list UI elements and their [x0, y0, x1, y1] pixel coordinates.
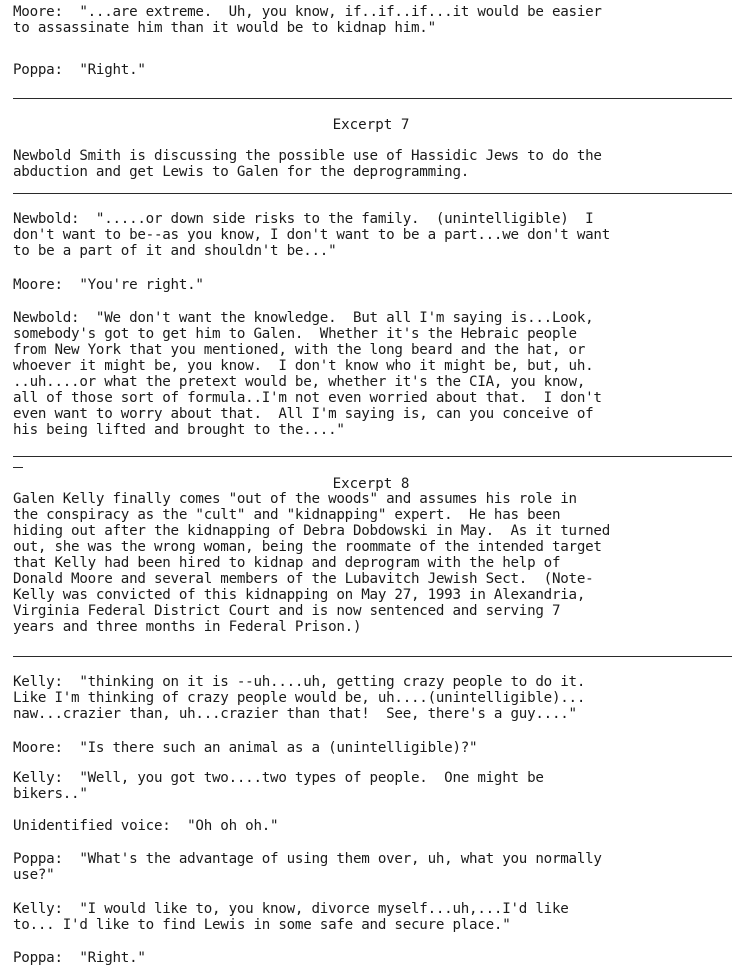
transcript-newbold-2: Newbold: "We don't want the knowledge. But all I'm saying is...Look, somebody's got to get him to Galen. Whether it's the Hebraic people from New York that you mentioned, with the long beard and the hat, or whoever it might be, you know. I don't know who it might be, but, uh. ..uh....or what the pretext would be, whether it's the CIA, you know, all of those sort of formula..I'm not even worried about that. I don't even want to worry about that. All I'm saying is, can you conceive of his being lifted and brought to the....": [13, 310, 602, 438]
transcript-moore-3: Moore: "Is there such an animal as a (unintelligible)?": [13, 740, 478, 756]
divider-4: [13, 656, 732, 657]
excerpt-7-heading: Excerpt 7: [332, 117, 410, 133]
transcript-unidentified-voice: Unidentified voice: "Oh oh oh.": [13, 818, 279, 834]
transcript-poppa-3: Poppa: "Right.": [13, 950, 146, 966]
divider-3: [13, 456, 732, 457]
transcript-poppa-1: Poppa: "Right.": [13, 62, 146, 78]
transcript-kelly-1: Kelly: "thinking on it is --uh....uh, getting crazy people to do it. Like I'm thinking of crazy people would be, uh....(unintelligible)... naw...crazier than, uh...crazier than that! See, there's a guy....": [13, 674, 586, 722]
stray-dash-mark: [13, 467, 23, 468]
divider-1: [13, 98, 732, 99]
transcript-moore-2: Moore: "You're right.": [13, 277, 204, 293]
transcript-poppa-2: Poppa: "What's the advantage of using them over, uh, what you normally use?": [13, 851, 602, 883]
transcript-newbold-1: Newbold: ".....or down side risks to the family. (unintelligible) I don't want to be--as you know, I don't want to be a part...we don't want to be a part of it and shouldn't be...": [13, 211, 610, 259]
excerpt-8-intro: Galen Kelly finally comes "out of the woods" and assumes his role in the conspiracy as the "cult" and "kidnapping" expert. He has been hiding out after the kidnapping of Debra Dobdowski in May. As it turned out, she was the wrong woman, being the roommate of the intended target that Kelly had been hired to kidnap and deprogram with the help of Donald Moore and several members of the Lubavitch Jewish Sect. (Note- Kelly was convicted of this kidnapping on May 27, 1993 in Alexandria, Virginia Federal District Court and is now sentenced and serving 7 years and three months in Federal Prison.): [13, 491, 610, 635]
transcript-kelly-3: Kelly: "I would like to, you know, divorce myself...uh,...I'd like to... I'd like to find Lewis in some safe and secure place.": [13, 901, 569, 933]
transcript-kelly-2: Kelly: "Well, you got two....two types of people. One might be bikers..": [13, 770, 544, 802]
excerpt-8-heading: Excerpt 8: [332, 476, 410, 492]
transcript-moore-1: Moore: "...are extreme. Uh, you know, if..if..if...it would be easier to assassinate him than it would be to kidnap him.": [13, 4, 602, 36]
divider-2: [13, 193, 732, 194]
excerpt-7-intro: Newbold Smith is discussing the possible use of Hassidic Jews to do the abduction and get Lewis to Galen for the deprogramming.: [13, 148, 602, 180]
